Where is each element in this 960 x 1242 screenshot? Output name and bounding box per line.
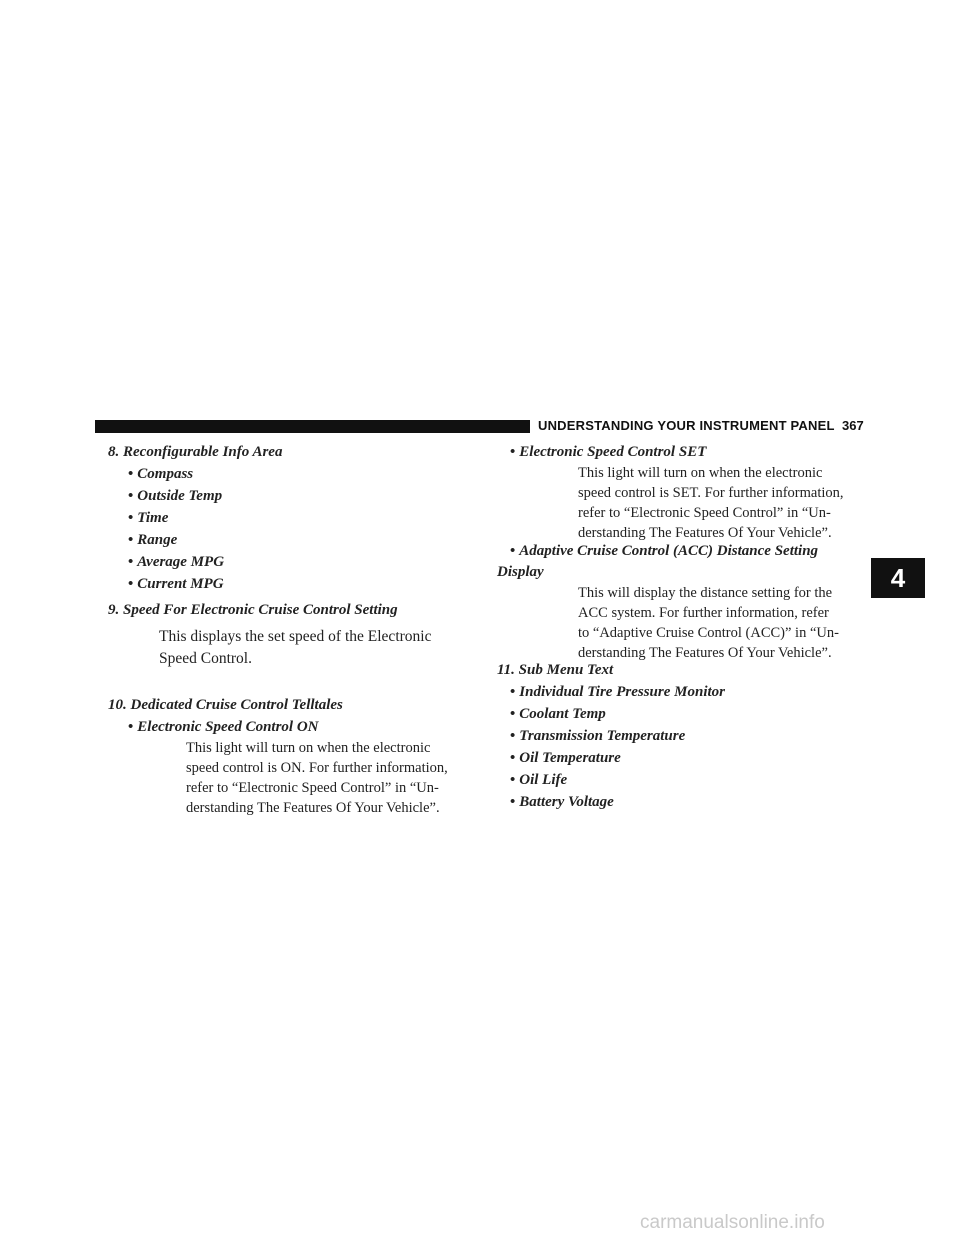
header-rule bbox=[95, 420, 530, 433]
running-header-title: UNDERSTANDING YOUR INSTRUMENT PANEL bbox=[538, 418, 835, 433]
list-item: • Average MPG bbox=[128, 551, 224, 573]
list-item: • Electronic Speed Control ON bbox=[128, 716, 319, 738]
list-item: • Range bbox=[128, 529, 177, 551]
body-line: speed control is ON. For further information, bbox=[186, 760, 448, 776]
body-line: Speed Control. bbox=[159, 650, 252, 667]
body-line: refer to “Electronic Speed Control” in “Un- bbox=[186, 780, 439, 796]
body-line: This light will turn on when the electronic bbox=[578, 465, 823, 481]
list-item: • Adaptive Cruise Control (ACC) Distance Setting bbox=[510, 540, 818, 562]
page-number: 367 bbox=[842, 418, 864, 433]
body-line: to “Adaptive Cruise Control (ACC)” in “Un- bbox=[578, 625, 839, 641]
item-8-heading: 8. Reconfigurable Info Area bbox=[108, 444, 283, 460]
body-line: refer to “Electronic Speed Control” in “Un- bbox=[578, 505, 831, 521]
list-item: • Current MPG bbox=[128, 573, 224, 595]
item-11-heading: 11. Sub Menu Text bbox=[497, 662, 614, 678]
body-line: speed control is SET. For further information, bbox=[578, 485, 844, 501]
item-9-heading: 9. Speed For Electronic Cruise Control Setting bbox=[108, 602, 398, 618]
list-item: • Battery Voltage bbox=[510, 791, 614, 813]
body-line: This displays the set speed of the Electronic bbox=[159, 628, 432, 645]
body-line: derstanding The Features Of Your Vehicle”. bbox=[186, 800, 440, 816]
body-line: derstanding The Features Of Your Vehicle”. bbox=[578, 525, 832, 541]
list-item: • Time bbox=[128, 507, 168, 529]
chapter-tab: 4 bbox=[871, 558, 925, 598]
body-line: This light will turn on when the electronic bbox=[186, 740, 431, 756]
list-item: • Outside Temp bbox=[128, 485, 222, 507]
list-item: • Individual Tire Pressure Monitor bbox=[510, 681, 725, 703]
item-10-heading: 10. Dedicated Cruise Control Telltales bbox=[108, 697, 343, 713]
body-line: derstanding The Features Of Your Vehicle”. bbox=[578, 645, 832, 661]
list-item: • Oil Life bbox=[510, 769, 567, 791]
watermark: carmanualsonline.info bbox=[640, 1212, 825, 1233]
list-item-continuation: Display bbox=[497, 564, 544, 580]
list-item: • Transmission Temperature bbox=[510, 725, 685, 747]
list-item: • Coolant Temp bbox=[510, 703, 606, 725]
body-line: ACC system. For further information, refer bbox=[578, 605, 829, 621]
list-item: • Oil Temperature bbox=[510, 747, 621, 769]
list-item: • Electronic Speed Control SET bbox=[510, 441, 706, 463]
list-item: • Compass bbox=[128, 463, 193, 485]
body-line: This will display the distance setting for the bbox=[578, 585, 833, 601]
